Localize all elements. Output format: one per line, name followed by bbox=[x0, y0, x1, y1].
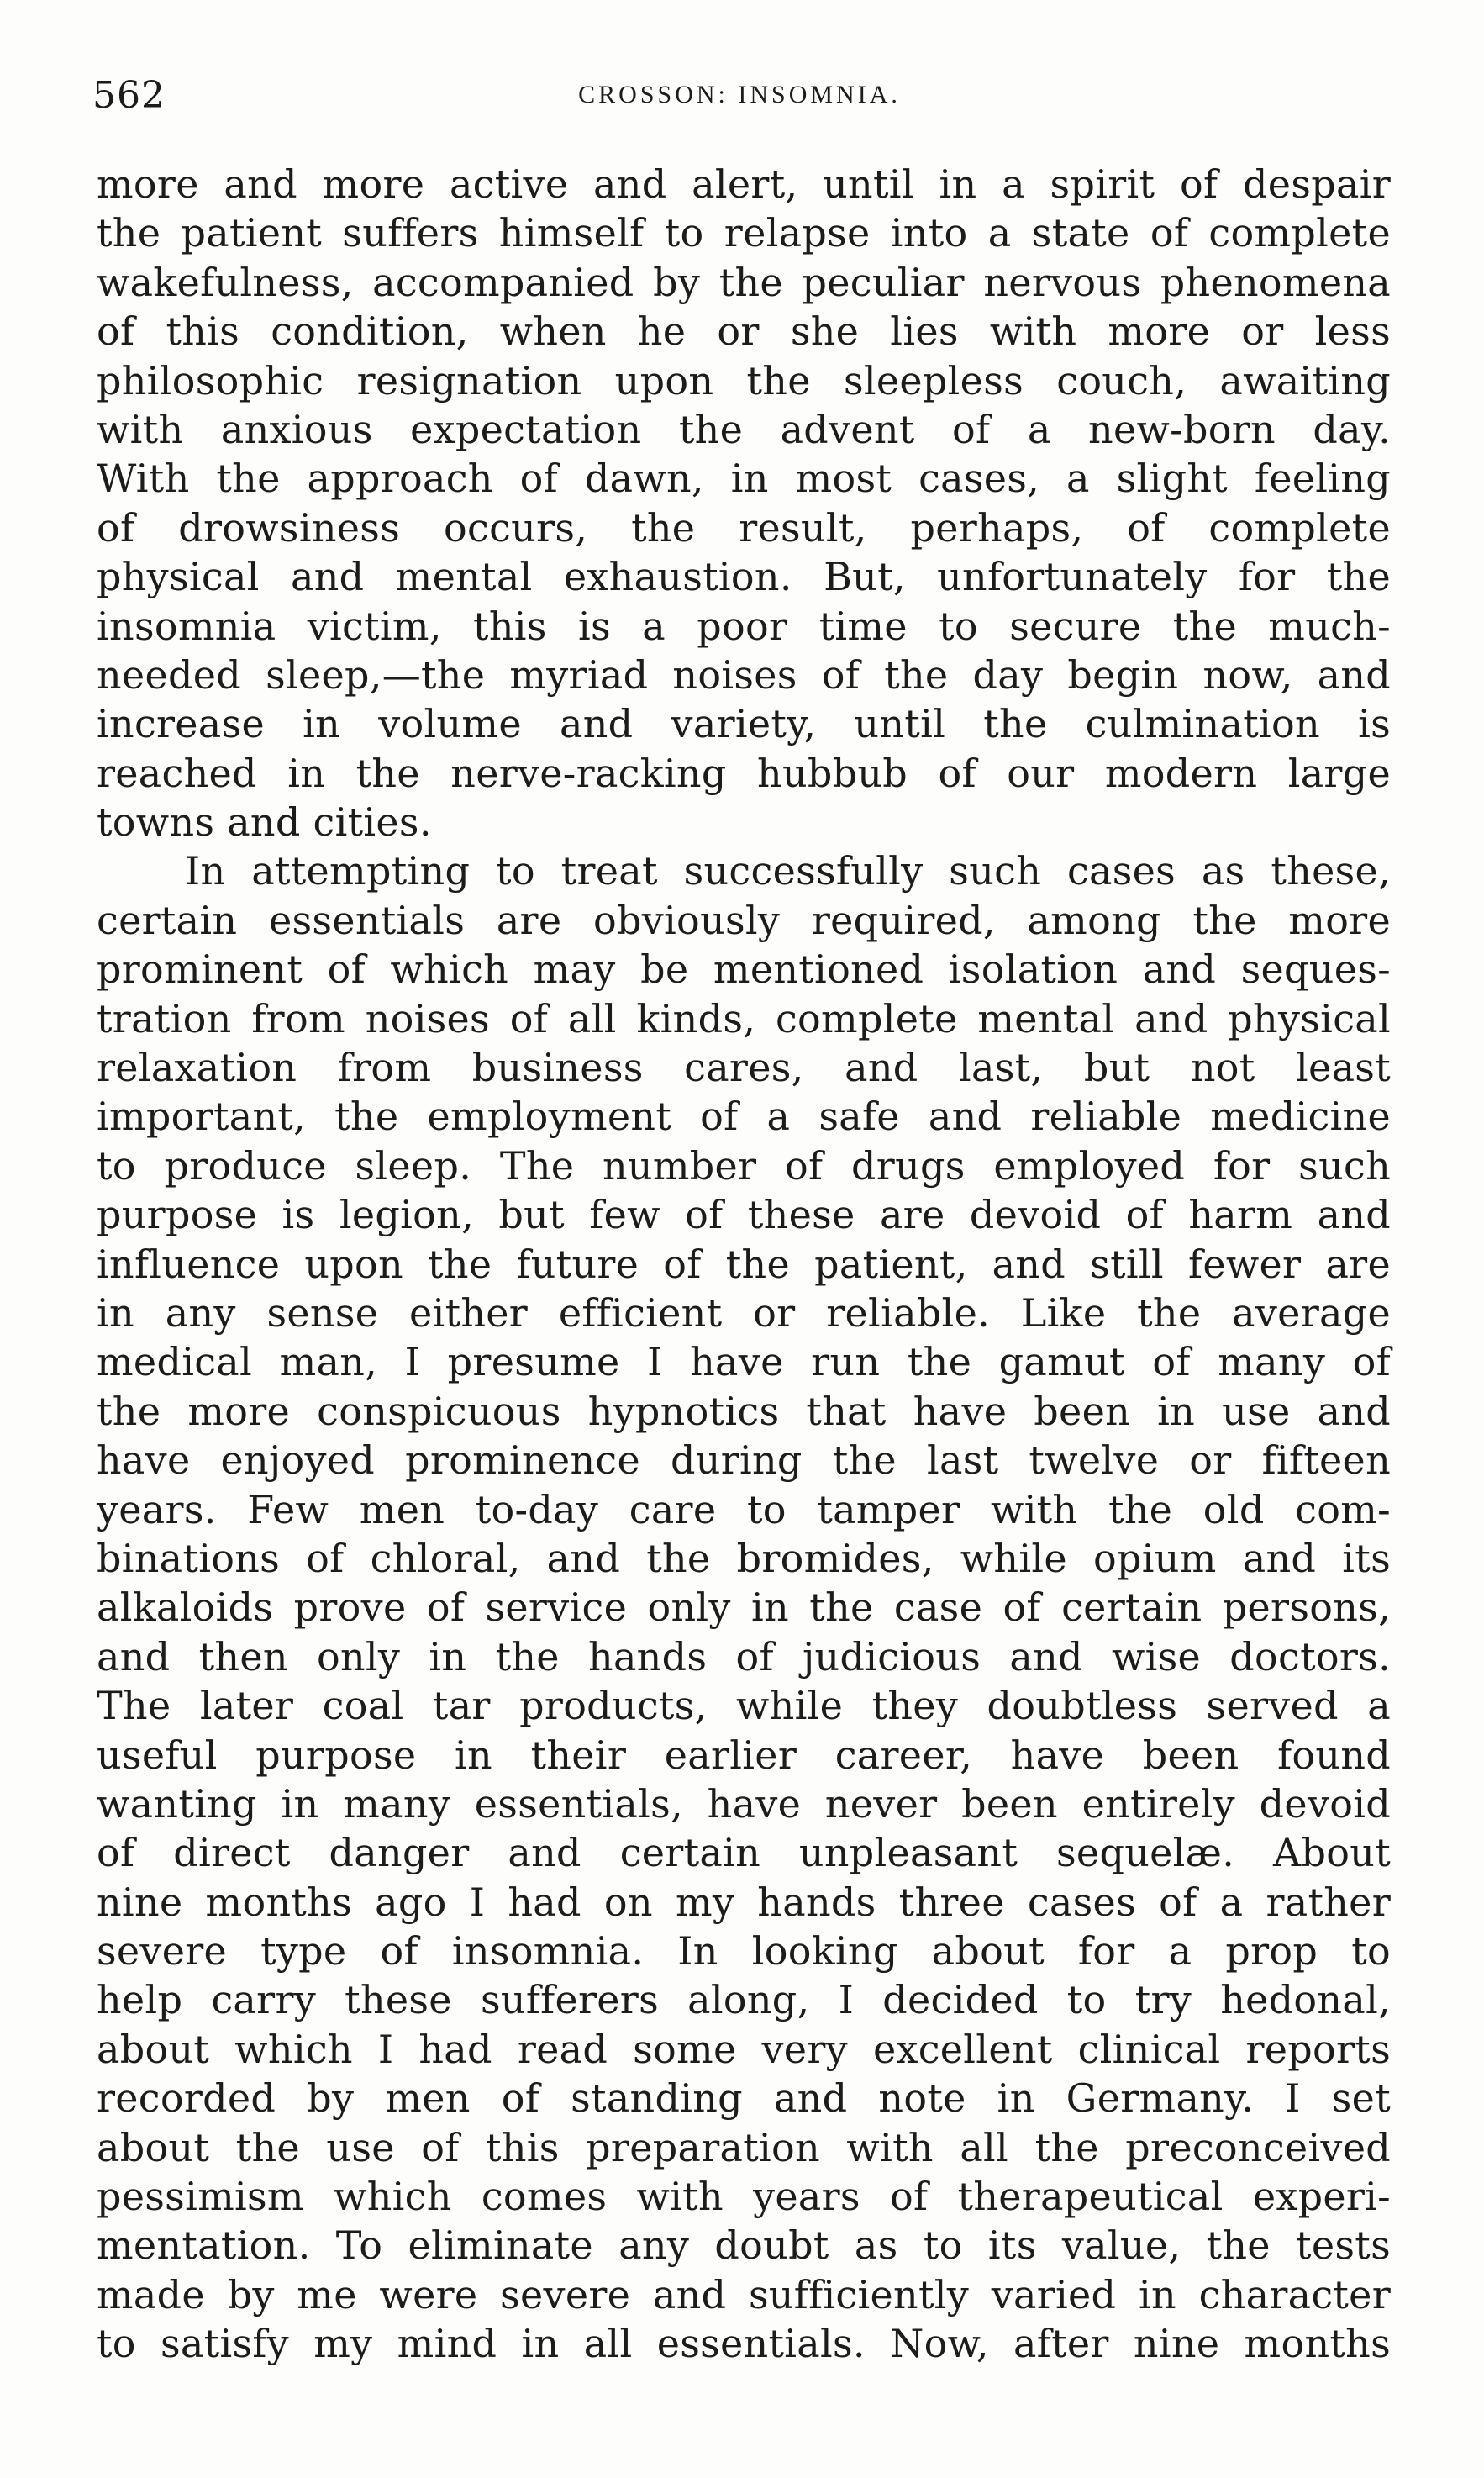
text-line: about the use of this preparation with all the preconceived bbox=[97, 2124, 1391, 2170]
text-line: influence upon the future of the patient, and still fewer are bbox=[97, 1241, 1391, 1287]
page-header bbox=[92, 74, 1387, 124]
text-line: years. Few men to-day care to tamper with the old com- bbox=[97, 1486, 1391, 1532]
text-line: needed sleep,—the myriad noises of the day begin now, and bbox=[97, 651, 1391, 698]
text-line: nine months ago I had on my hands three cases of a rather bbox=[97, 1879, 1391, 1925]
text-line: medical man, I presume I have run the gamut of many of bbox=[97, 1339, 1391, 1385]
text-line: mentation. To eliminate any doubt as to its value, the tests bbox=[97, 2222, 1391, 2269]
text-line: made by me were severe and sufficiently varied in character bbox=[97, 2271, 1391, 2317]
body-text bbox=[97, 160, 1391, 2369]
text-line: to satisfy my mind in all essentials. Now, after nine months bbox=[97, 2321, 1391, 2367]
text-line: useful purpose in their earlier career, have been found bbox=[97, 1732, 1391, 1778]
text-line: purpose is legion, but few of these are devoid of harm and bbox=[97, 1192, 1391, 1238]
text-line: help carry these sufferers along, I decided to try hedonal, bbox=[97, 1977, 1391, 2023]
text-line: of direct danger and certain unpleasant sequelæ. About bbox=[97, 1830, 1391, 1876]
text-line: wanting in many essentials, have never been entirely devoid bbox=[97, 1780, 1391, 1827]
text-line: relaxation from business cares, and last, but not least bbox=[97, 1045, 1391, 1091]
text-line: about which I had read some very excellent clinical reports bbox=[97, 2026, 1391, 2072]
text-line: more and more active and alert, until in a spirit of despair bbox=[97, 161, 1391, 207]
paragraph-start-line: In attempting to treat successfully such cases as these, bbox=[185, 848, 1391, 894]
text-line: and then only in the hands of judicious and wise doctors. bbox=[97, 1633, 1391, 1679]
text-line: insomnia victim, this is a poor time to secure the much- bbox=[97, 603, 1391, 649]
page-number: 562 bbox=[92, 74, 166, 117]
text-line: reached in the nerve-racking hubbub of our modern large bbox=[97, 750, 1391, 796]
text-line: towns and cities. bbox=[97, 799, 432, 846]
text-line: to produce sleep. The number of drugs employed for such bbox=[97, 1142, 1391, 1189]
text-line: prominent of which may be mentioned isolation and seques- bbox=[97, 946, 1391, 993]
text-line: wakefulness, accompanied by the peculiar nervous phenomena bbox=[97, 259, 1391, 305]
text-line: pessimism which comes with years of therapeutical experi- bbox=[97, 2174, 1391, 2220]
text-line: important, the employment of a safe and reliable medicine bbox=[97, 1094, 1391, 1140]
text-line: severe type of insomnia. In looking about for a prop to bbox=[97, 1928, 1391, 1974]
text-line: tration from noises of all kinds, complete mental and physical bbox=[97, 995, 1391, 1041]
text-line: increase in volume and variety, until the culmination is bbox=[97, 701, 1391, 747]
text-line: certain essentials are obviously required, among the more bbox=[97, 897, 1391, 943]
text-line: recorded by men of standing and note in Germany. I set bbox=[97, 2075, 1391, 2122]
text-line: With the approach of dawn, in most cases, a slight feeling bbox=[97, 456, 1391, 502]
text-line: have enjoyed prominence during the last twelve or fifteen bbox=[97, 1437, 1391, 1484]
text-line: the patient suffers himself to relapse into a state of complete bbox=[97, 210, 1391, 256]
text-line: philosophic resignation upon the sleepless couch, awaiting bbox=[97, 357, 1391, 403]
text-line: physical and mental exhaustion. But, unfortunately for the bbox=[97, 554, 1391, 600]
text-line: in any sense either efficient or reliable. Like the average bbox=[97, 1289, 1391, 1336]
text-line: binations of chloral, and the bromides, while opium and its bbox=[97, 1535, 1391, 1581]
running-head: CROSSON: INSOMNIA. bbox=[578, 81, 901, 108]
text-line: of drowsiness occurs, the result, perhaps, of complete bbox=[97, 504, 1391, 551]
text-line: with anxious expectation the advent of a new-born day. bbox=[97, 406, 1391, 452]
text-line: The later coal tar products, while they doubtless served a bbox=[97, 1683, 1391, 1729]
text-line: alkaloids prove of service only in the case of certain persons, bbox=[97, 1584, 1391, 1631]
text-line: the more conspicuous hypnotics that have been in use and bbox=[97, 1388, 1391, 1434]
text-line: of this condition, when he or she lies with more or less bbox=[97, 308, 1391, 355]
